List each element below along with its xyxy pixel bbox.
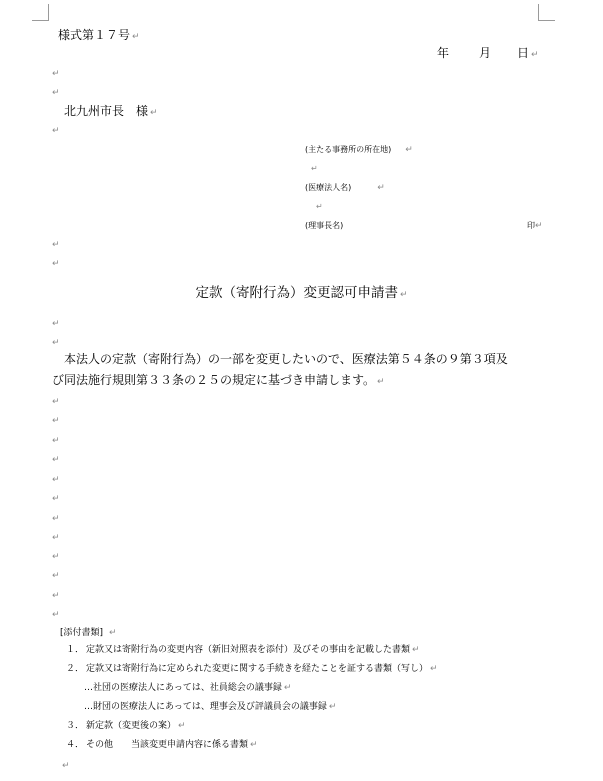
document-title: 定款（寄附行為）変更認可申請書 ↵ xyxy=(195,285,408,301)
paragraph-mark: ↵ xyxy=(399,290,408,300)
paragraph-mark: ↵ xyxy=(316,202,323,211)
paragraph-mark: ↵ xyxy=(52,455,60,465)
paragraph-mark: ↵ xyxy=(52,610,60,620)
paragraph-mark: ↵ xyxy=(52,436,60,446)
paragraph-mark: ↵ xyxy=(52,416,60,426)
form-number: 様式第１７号 ↵ xyxy=(58,28,140,42)
paragraph-mark: ↵ xyxy=(52,397,60,407)
addressee: 北九州市長 様 ↵ xyxy=(64,104,158,118)
paragraph-mark: ↵ xyxy=(531,50,539,60)
paragraph-mark: ↵ xyxy=(52,338,60,348)
body-line-1: 本法人の定款（寄附行為）の一部を変更したいので、医療法第５４条の９第３項及 xyxy=(64,352,508,366)
paragraph-mark: ↵ xyxy=(132,32,140,42)
paragraph-mark: ↵ xyxy=(52,475,60,485)
page-corner-mark-top-left xyxy=(32,4,49,21)
attachment-item: ３． 新定款（変更後の案） ↵ xyxy=(66,721,186,731)
applicant-address-label: (主たる事務所の所在地) ↵ xyxy=(305,145,413,155)
paragraph-mark: ↵ xyxy=(52,591,60,601)
paragraph-mark: ↵ xyxy=(430,664,438,674)
date-month: 月 xyxy=(479,46,492,60)
paragraph-mark: ↵ xyxy=(405,145,413,155)
attachments-heading: [添付書類] ↵ xyxy=(60,628,117,638)
paragraph-mark: ↵ xyxy=(377,377,385,387)
seal-mark: 印↵ xyxy=(527,221,543,231)
paragraph-mark: ↵ xyxy=(535,221,543,231)
paragraph-mark: ↵ xyxy=(311,164,318,173)
paragraph-mark: ↵ xyxy=(52,259,60,269)
paragraph-mark: ↵ xyxy=(52,533,60,543)
paragraph-mark: ↵ xyxy=(52,514,60,524)
paragraph-mark: ↵ xyxy=(377,183,385,193)
attachment-sub-item: …財団の医療法人にあっては、理事会及び評議員会の議事録 ↵ xyxy=(84,702,337,712)
paragraph-mark: ↵ xyxy=(52,88,60,98)
paragraph-mark: ↵ xyxy=(52,552,60,562)
paragraph-mark: ↵ xyxy=(52,571,60,581)
attachment-item: １． 定款又は寄附行為の変更内容（新旧対照表を添付）及びその事由を記載した書類 ↵ xyxy=(66,645,420,655)
page-corner-mark-top-right xyxy=(538,4,555,21)
date-day: 日 xyxy=(517,46,530,60)
paragraph-mark: ↵ xyxy=(52,126,60,136)
paragraph-mark: ↵ xyxy=(52,319,60,329)
paragraph-mark: ↵ xyxy=(178,721,186,731)
attachment-item: ２． 定款又は寄附行為に定められた変更に関する手続きを経たことを証する書類（写し） ↵ xyxy=(66,664,438,674)
applicant-name-label: (医療法人名) ↵ xyxy=(305,183,385,193)
paragraph-mark: ↵ xyxy=(109,628,117,638)
paragraph-mark: ↵ xyxy=(412,645,420,655)
date-year: 年 xyxy=(437,46,450,60)
date-line xyxy=(437,45,539,63)
paragraph-mark: ↵ xyxy=(150,108,158,118)
paragraph-mark: ↵ xyxy=(52,240,60,250)
paragraph-mark: ↵ xyxy=(52,494,60,504)
attachment-item: ４． その他 当該変更申請内容に係る書類 ↵ xyxy=(66,740,258,750)
paragraph-mark: ↵ xyxy=(62,761,70,771)
paragraph-mark: ↵ xyxy=(52,69,60,79)
body-line-2: び同法施行規則第３３条の２５の規定に基づき申請します。 ↵ xyxy=(52,373,385,387)
applicant-director-label: (理事長名) xyxy=(305,221,344,230)
attachment-sub-item: …社団の医療法人にあっては、社員総会の議事録 ↵ xyxy=(84,683,292,693)
paragraph-mark: ↵ xyxy=(283,683,292,693)
paragraph-mark: ↵ xyxy=(250,740,258,750)
paragraph-mark: ↵ xyxy=(328,702,337,712)
